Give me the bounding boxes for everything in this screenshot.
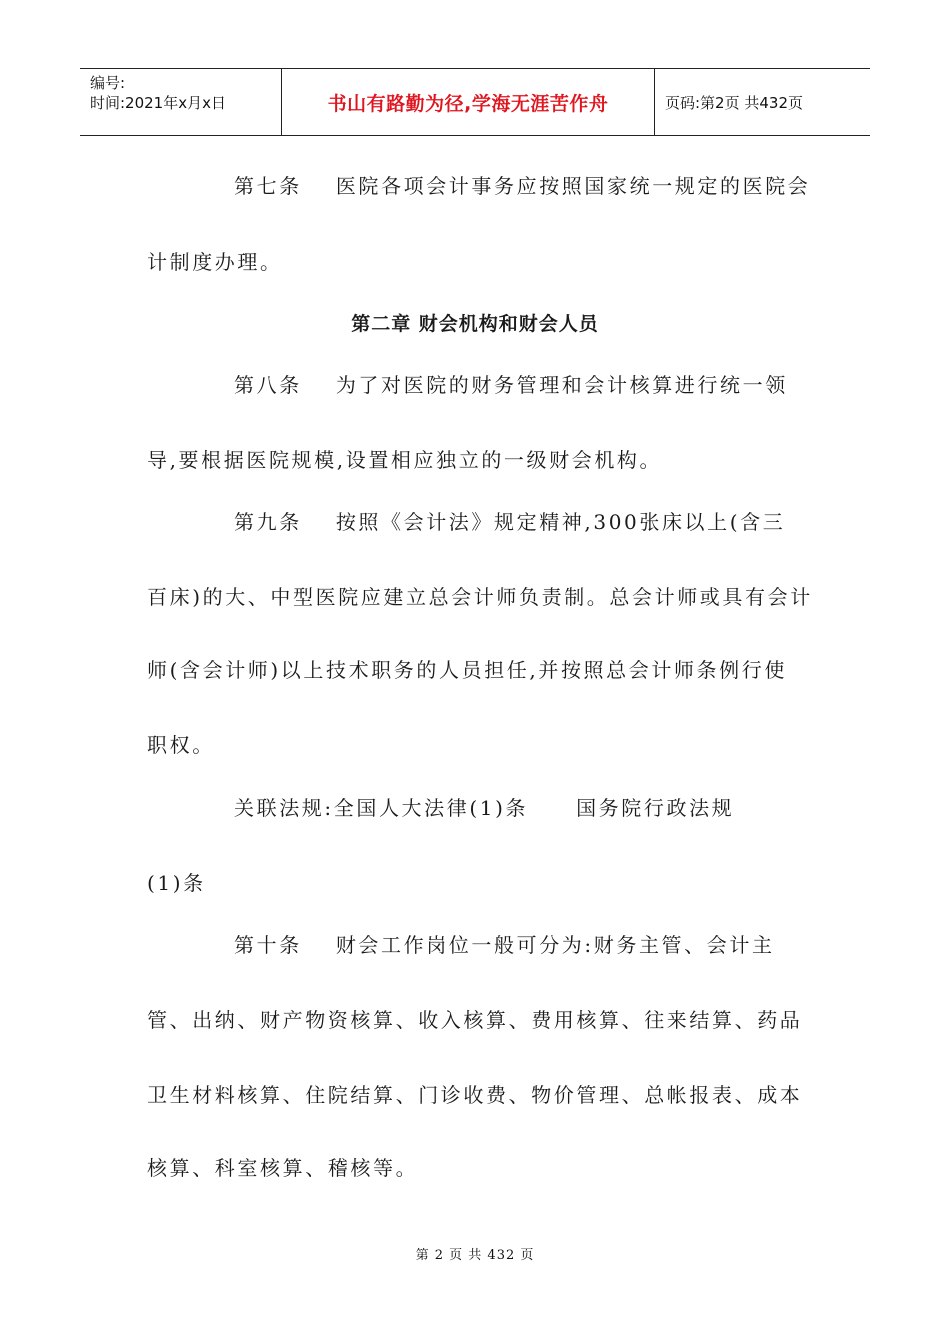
article-8-number: 第八条 [234,373,302,397]
article-7-line-1 [234,173,810,199]
header-page-info: 页码:第2页 共432页 [665,93,803,112]
document-time-label: 时间:2021年x月x日 [90,94,226,112]
article-10-line-3: 卫生材料核算、住院结算、门诊收费、物价管理、总帐报表、成本 [147,1083,803,1107]
article-8-line-1 [234,372,788,398]
related-laws-state-council: 国务院行政法规 [576,796,735,820]
article-8-text-1: 为了对医院的财务管理和会计核算进行统一领 [335,373,788,397]
page-footer: 第 2 页 共 432 页 [415,1248,535,1263]
article-10-line-4: 核算、科室核算、稽核等。 [147,1156,419,1180]
article-7-number: 第七条 [234,174,302,198]
article-9-text-1: 按照《会计法》规定精神,300张床以上(含三 [335,510,786,534]
article-9-line-4: 职权。 [147,733,215,757]
related-laws-national: 关联法规:全国人大法律(1)条 [234,796,529,820]
article-10-number: 第十条 [234,933,302,957]
document-number-label: 编号: [90,74,126,92]
article-9-line-2: 百床)的大、中型医院应建立总会计师负责制。总会计师或具有会计 [147,585,813,609]
article-8-line-2: 导,要根据医院规模,设置相应独立的一级财会机构。 [147,448,663,472]
article-9-line-1 [234,509,785,535]
article-7-text-1: 医院各项会计事务应按照国家统一规定的医院会 [335,174,811,198]
article-9-number: 第九条 [234,510,302,534]
related-laws-line-1 [234,795,734,821]
chapter-2-title: 第二章 财会机构和财会人员 [351,313,599,335]
related-laws-line-2: (1)条 [147,871,206,895]
article-10-text-1: 财会工作岗位一般可分为:财务主管、会计主 [335,933,775,957]
document-header [80,68,870,136]
article-7-line-2: 计制度办理。 [147,250,283,274]
header-motto: 书山有路勤为径,学海无涯苦作舟 [282,69,655,135]
header-meta-cell [80,69,282,135]
article-9-line-3: 师(含会计师)以上技术职务的人员担任,并按照总会计师条例行使 [147,658,787,682]
article-10-line-2: 管、出纳、财产物资核算、收入核算、费用核算、往来结算、药品 [147,1008,803,1032]
article-10-line-1 [234,932,775,958]
